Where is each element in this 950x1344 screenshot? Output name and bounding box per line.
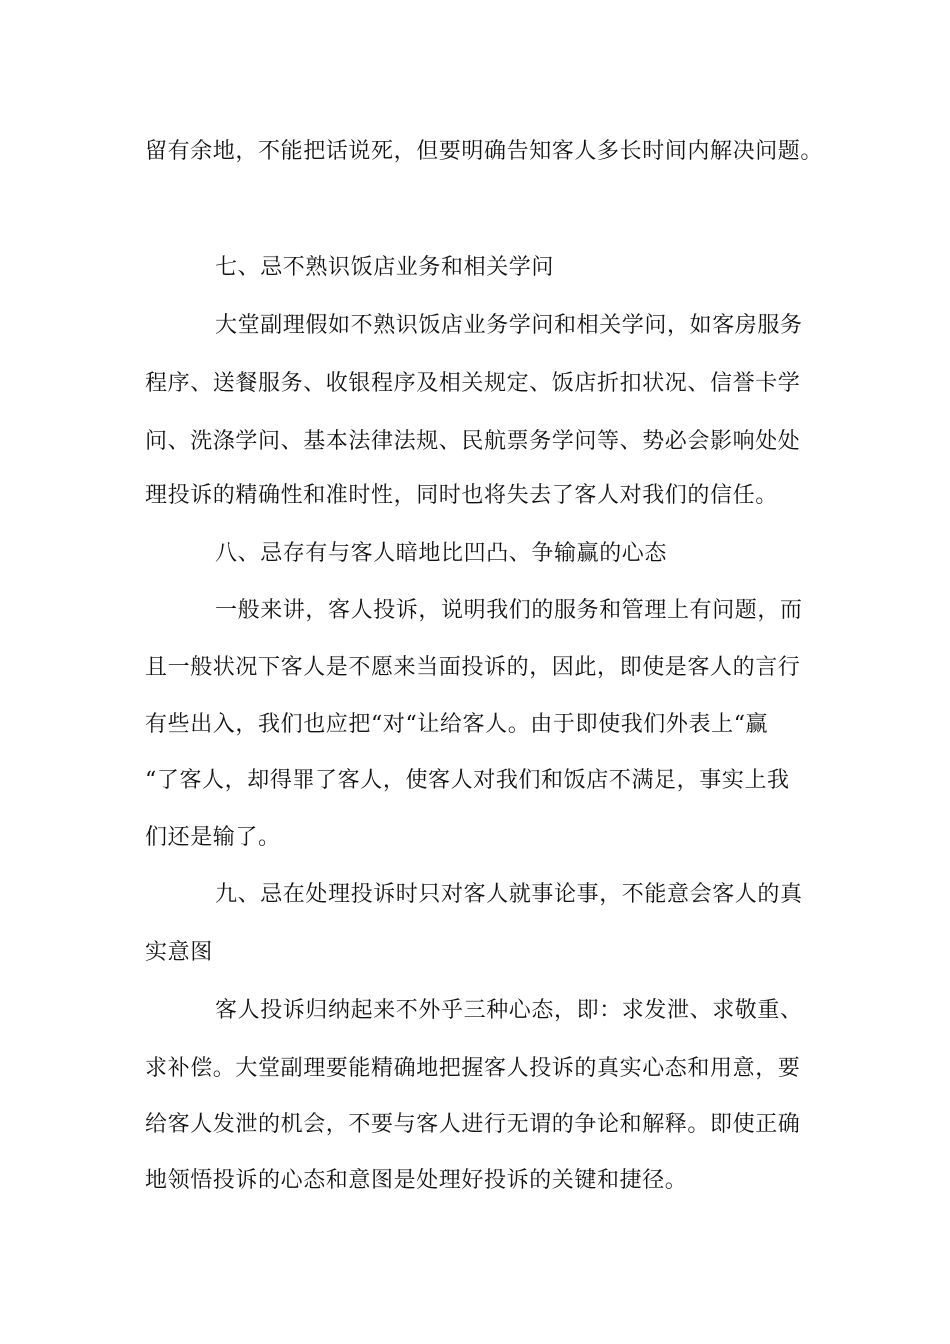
paragraph-line: 有些出入，我们也应把“对“让给客人。由于即使我们外表上“赢 bbox=[145, 712, 769, 737]
paragraph-line: 客人投诉归纳起来不外乎三种心态，即：求发泄、求敬重、 bbox=[215, 998, 803, 1023]
paragraph-line: 们还是输了。 bbox=[145, 825, 281, 850]
paragraph-line: 且一般状况下客人是不愿来当面投诉的，因此，即使是客人的言行 bbox=[145, 655, 801, 680]
paragraph-line: 理投诉的精确性和准时性，同时也将失去了客人对我们的信任。 bbox=[145, 483, 778, 508]
section-heading-9-continued: 实意图 bbox=[145, 940, 213, 965]
paragraph-line: 问、洗涤学问、基本法律法规、民航票务学问等、势必会影响处处 bbox=[145, 429, 801, 454]
paragraph-line: “了客人，却得罪了客人，使客人对我们和饭店不满足，事实上我 bbox=[145, 768, 790, 793]
paragraph-line: 求补偿。大堂副理要能精确地把握客人投诉的真实心态和用意，要 bbox=[145, 1056, 801, 1081]
paragraph-line: 留有余地，不能把话说死，但要明确告知客人多长时间内解决问题。 bbox=[145, 139, 824, 164]
paragraph-line: 给客人发泄的机会，不要与客人进行无谓的争论和解释。即使正确 bbox=[145, 1112, 801, 1137]
paragraph-line: 大堂副理假如不熟识饭店业务学问和相关学问，如客房服务 bbox=[215, 313, 803, 338]
paragraph-line: 一般来讲，客人投诉，说明我们的服务和管理上有问题，而 bbox=[215, 598, 803, 623]
paragraph-line: 程序、送餐服务、收银程序及相关规定、饭店折扣状况、信誉卡学 bbox=[145, 371, 801, 396]
section-heading-8: 八、忌存有与客人暗地比凹凸、争输赢的心态 bbox=[215, 541, 668, 566]
paragraph-line: 地领悟投诉的心态和意图是处理好投诉的关键和捷径。 bbox=[145, 1168, 688, 1193]
section-heading-7: 七、忌不熟识饭店业务和相关学问 bbox=[215, 255, 555, 280]
section-heading-9: 九、忌在处理投诉时只对客人就事论事，不能意会客人的真 bbox=[215, 882, 803, 907]
